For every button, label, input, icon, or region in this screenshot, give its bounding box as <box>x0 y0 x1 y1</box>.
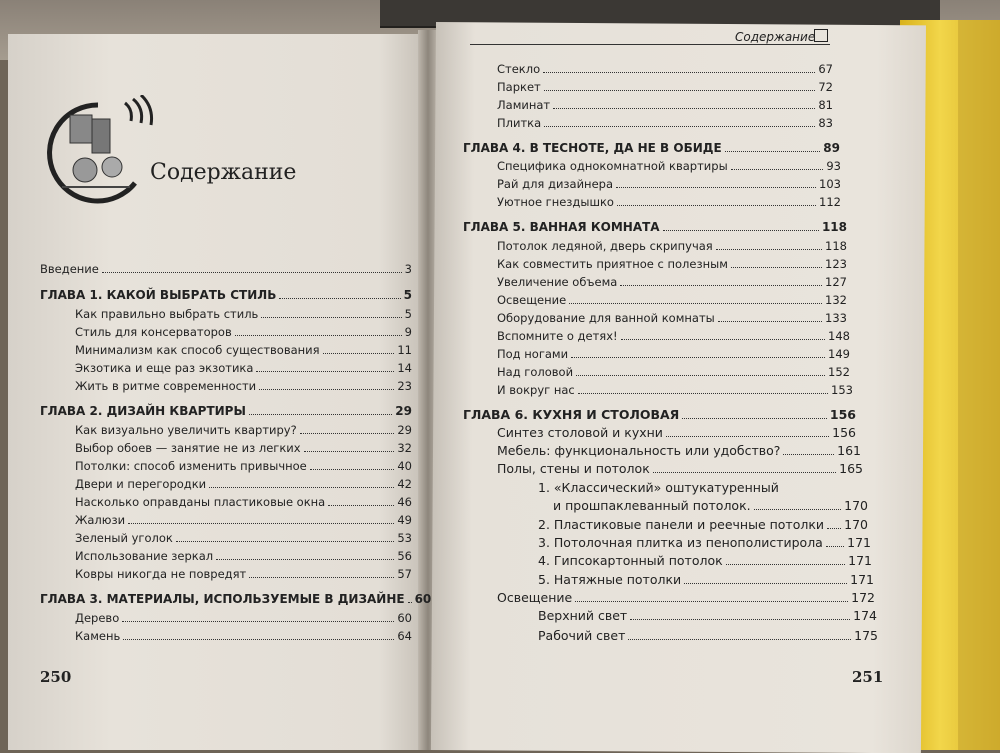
toc-entry-title: Жалюзи <box>75 513 126 527</box>
toc-entry[interactable] <box>538 572 874 587</box>
toc-entry-page: 161 <box>837 443 861 458</box>
page-title: Содержание <box>150 160 297 185</box>
toc-entry-title: Камень <box>75 629 121 643</box>
toc-entry-page: 5 <box>404 307 412 321</box>
leader-dots <box>261 317 401 318</box>
toc-entry-title: Как правильно выбрать стиль <box>75 307 259 321</box>
toc-entry-page: 83 <box>818 116 833 130</box>
toc-entry-page: 29 <box>397 423 412 437</box>
toc-entry-page: 118 <box>821 220 847 234</box>
toc-entry[interactable] <box>538 608 877 623</box>
toc-entry-title: ГЛАВА 4. В ТЕСНОТЕ, ДА НЕ В ОБИДЕ <box>463 141 722 155</box>
toc-entry-page: 174 <box>853 608 877 623</box>
toc-entry-title: ГЛАВА 3. МАТЕРИАЛЫ, ИСПОЛЬЗУЕМЫЕ В ДИЗАЙНЕ <box>40 592 405 606</box>
chapter-logo-icon <box>40 95 160 209</box>
toc-entry[interactable] <box>75 325 412 339</box>
toc-entry-page: 156 <box>829 407 856 422</box>
toc-entry-page: 67 <box>818 62 833 76</box>
leader-dots <box>826 546 844 547</box>
chapter-heading[interactable] <box>40 288 412 302</box>
toc-entry-title: Использование зеркал <box>75 549 214 563</box>
toc-entry-page: 32 <box>397 441 412 455</box>
leader-dots <box>666 436 829 437</box>
toc-entry[interactable] <box>497 239 847 253</box>
leader-dots <box>553 108 815 109</box>
toc-entry-page: 9 <box>404 325 412 339</box>
leader-dots <box>128 523 394 524</box>
leader-dots <box>216 559 394 560</box>
leader-dots <box>249 577 394 578</box>
toc-entry-page: 53 <box>397 531 412 545</box>
toc-entry-page: 171 <box>848 553 872 568</box>
toc-entry[interactable] <box>75 611 412 625</box>
toc-entry-title: Ковры никогда не повредят <box>75 567 247 581</box>
toc-entry-page: 156 <box>832 425 856 440</box>
toc-entry[interactable] <box>75 361 412 375</box>
leader-dots <box>653 472 836 473</box>
chapter-heading[interactable] <box>40 592 432 606</box>
leader-dots <box>684 583 847 584</box>
leader-dots <box>716 249 822 250</box>
toc-entry-page: 175 <box>854 628 878 643</box>
header-rule <box>470 44 830 45</box>
toc-entry-title: Введение <box>40 262 99 276</box>
toc-entry-title: Увеличение объема <box>497 275 618 289</box>
toc-entry[interactable] <box>75 379 412 393</box>
leader-dots <box>279 298 400 299</box>
leader-dots <box>576 375 825 376</box>
toc-entry-title: Как визуально увеличить квартиру? <box>75 423 297 437</box>
toc-entry[interactable] <box>497 275 847 289</box>
toc-entry-page: 118 <box>825 239 847 253</box>
running-header: Содержание <box>735 30 816 44</box>
leader-dots <box>620 285 822 286</box>
toc-entry[interactable] <box>497 347 850 361</box>
toc-entry-page: 5 <box>403 288 412 302</box>
toc-entry-title: Стекло <box>497 62 541 76</box>
toc-entry[interactable] <box>497 329 850 343</box>
leader-dots <box>578 393 828 394</box>
toc-entry[interactable] <box>497 443 861 458</box>
toc-entry-page: 153 <box>831 383 853 397</box>
toc-entry-title: Выбор обоев — занятие не из легких <box>75 441 301 455</box>
toc-entry-line[interactable] <box>538 480 868 495</box>
toc-entry[interactable] <box>497 383 853 397</box>
toc-entry[interactable] <box>538 553 872 568</box>
toc-entry-title: Полы, стены и потолок <box>497 461 650 476</box>
toc-entry[interactable] <box>538 535 871 550</box>
leader-dots <box>725 151 821 152</box>
leader-dots <box>235 335 402 336</box>
toc-entry-title: Под ногами <box>497 347 569 361</box>
toc-entry-title: Экзотика и еще раз экзотика <box>75 361 254 375</box>
toc-entry[interactable] <box>40 262 412 276</box>
leader-dots <box>783 454 834 455</box>
leader-dots <box>102 272 402 273</box>
leader-dots <box>328 505 394 506</box>
leader-dots <box>663 230 819 231</box>
toc-entry-page: 152 <box>828 365 850 379</box>
toc-entry-page: 127 <box>825 275 847 289</box>
chapter-heading[interactable] <box>463 141 840 155</box>
toc-entry-page: 60 <box>397 611 412 625</box>
leader-dots <box>259 389 394 390</box>
leader-dots <box>621 339 825 340</box>
toc-entry-title: Как совместить приятное с полезным <box>497 257 728 271</box>
toc-entry-page: 56 <box>397 549 412 563</box>
toc-entry-page: 11 <box>397 343 412 357</box>
toc-entry-title: Специфика однокомнатной квартиры <box>497 159 728 173</box>
toc-entry[interactable] <box>497 590 875 605</box>
toc-entry-title: Насколько оправданы пластиковые окна <box>75 495 326 509</box>
toc-entry-page: 123 <box>825 257 847 271</box>
leader-dots <box>310 469 395 470</box>
toc-entry[interactable] <box>497 461 863 476</box>
toc-entry-page: 171 <box>850 572 874 587</box>
leader-dots <box>754 509 842 510</box>
toc-entry[interactable] <box>497 311 847 325</box>
toc-entry-title: Над головой <box>497 365 574 379</box>
toc-entry[interactable] <box>497 365 850 379</box>
toc-entry-page: 171 <box>847 535 871 550</box>
toc-entry-page: 165 <box>839 461 863 476</box>
leader-dots <box>575 601 848 602</box>
toc-entry-title: и прошпаклеванный потолок. <box>553 498 751 513</box>
leader-dots <box>630 619 850 620</box>
toc-entry-title: Ламинат <box>497 98 551 112</box>
leader-dots <box>827 528 841 529</box>
page-number-left: 250 <box>40 668 72 686</box>
toc-entry[interactable] <box>497 293 847 307</box>
leader-dots <box>682 418 827 419</box>
chapter-heading[interactable] <box>463 220 847 234</box>
yellow-book-shadow <box>958 20 1000 750</box>
toc-entry-title: ГЛАВА 5. ВАННАЯ КОМНАТА <box>463 220 660 234</box>
chapter-heading[interactable] <box>40 404 412 418</box>
toc-entry-page: 89 <box>823 141 840 155</box>
toc-entry-page: 172 <box>851 590 875 605</box>
leader-dots <box>571 357 825 358</box>
toc-entry[interactable] <box>75 423 412 437</box>
toc-entry-title: ГЛАВА 6. КУХНЯ И СТОЛОВАЯ <box>463 407 680 422</box>
toc-entry-title: 3. Потолочная плитка из пенополистирола <box>538 535 823 550</box>
toc-entry-title: Вспомните о детях! <box>497 329 618 343</box>
toc-entry-title: Жить в ритме современности <box>75 379 257 393</box>
toc-entry[interactable] <box>75 567 412 581</box>
toc-entry[interactable] <box>75 343 412 357</box>
toc-entry-page: 149 <box>828 347 850 361</box>
toc-entry[interactable] <box>75 513 412 527</box>
toc-entry[interactable] <box>538 517 868 532</box>
toc-entry-title: Оборудование для ванной комнаты <box>497 311 715 325</box>
toc-entry-title: Освещение <box>497 590 573 605</box>
toc-entry-page: 29 <box>395 404 412 418</box>
toc-entry-page: 46 <box>397 495 412 509</box>
leader-dots <box>122 621 394 622</box>
toc-entry[interactable] <box>497 62 833 76</box>
leader-dots <box>726 564 845 565</box>
toc-entry-title: 5. Натяжные потолки <box>538 572 682 587</box>
toc-entry-page: 64 <box>397 629 412 643</box>
leader-dots <box>123 639 394 640</box>
toc-entry[interactable] <box>553 498 868 513</box>
toc-entry-title: Рай для дизайнера <box>497 177 613 191</box>
leader-dots <box>569 303 822 304</box>
toc-entry-page: 132 <box>825 293 847 307</box>
toc-entry[interactable] <box>497 177 841 191</box>
toc-entry-title: 2. Пластиковые панели и реечные потолки <box>538 517 825 532</box>
toc-entry[interactable] <box>497 80 833 94</box>
toc-entry[interactable] <box>75 477 412 491</box>
toc-entry-title: Освещение <box>497 293 567 307</box>
toc-entry[interactable] <box>497 425 856 440</box>
toc-entry-title: Дерево <box>75 611 120 625</box>
toc-entry[interactable] <box>75 549 412 563</box>
leader-dots <box>617 205 816 206</box>
page-number-right: 251 <box>852 668 884 686</box>
toc-entry-page: 40 <box>397 459 412 473</box>
leader-dots <box>731 169 824 170</box>
toc-entry-page: 103 <box>819 177 841 191</box>
toc-entry-page: 3 <box>404 262 412 276</box>
toc-entry[interactable] <box>75 307 412 321</box>
toc-entry-title: Рабочий свет <box>538 628 626 643</box>
toc-entry-page: 93 <box>826 159 841 173</box>
toc-entry-title: И вокруг нас <box>497 383 575 397</box>
toc-entry-page: 133 <box>825 311 847 325</box>
toc-entry-title: Мебель: функциональность или удобство? <box>497 443 781 458</box>
toc-entry[interactable] <box>497 195 841 209</box>
toc-entry-title: Синтез столовой и кухни <box>497 425 663 440</box>
toc-entry-title: Зеленый уголок <box>75 531 173 545</box>
leader-dots <box>408 602 412 603</box>
toc-entry-page: 148 <box>828 329 850 343</box>
leader-dots <box>544 90 816 91</box>
toc-entry[interactable] <box>75 629 412 643</box>
chapter-heading[interactable] <box>463 407 856 422</box>
toc-entry-page: 23 <box>397 379 412 393</box>
toc-entry-page: 49 <box>397 513 412 527</box>
leader-dots <box>176 541 395 542</box>
toc-entry-title: Уютное гнездышко <box>497 195 614 209</box>
toc-entry-title: ГЛАВА 2. ДИЗАЙН КВАРТИРЫ <box>40 404 246 418</box>
toc-entry-title: Потолок ледяной, дверь скрипучая <box>497 239 713 253</box>
leader-dots <box>718 321 822 322</box>
leader-dots <box>209 487 394 488</box>
toc-entry[interactable] <box>538 628 878 643</box>
toc-entry-title: Верхний свет <box>538 608 628 623</box>
toc-entry-page: 57 <box>397 567 412 581</box>
toc-entry[interactable] <box>497 116 833 130</box>
toc-entry-title: Плитка <box>497 116 542 130</box>
leader-dots <box>300 433 395 434</box>
leader-dots <box>323 353 395 354</box>
leader-dots <box>544 126 815 127</box>
toc-entry-title: Стиль для консерваторов <box>75 325 232 339</box>
toc-entry-title: Паркет <box>497 80 541 94</box>
toc-entry-title: Двери и перегородки <box>75 477 207 491</box>
toc-entry[interactable] <box>75 495 412 509</box>
leader-dots <box>628 639 851 640</box>
toc-entry-page: 170 <box>844 517 868 532</box>
toc-entry[interactable] <box>497 159 841 173</box>
toc-entry-title: Минимализм как способ существования <box>75 343 320 357</box>
toc-entry[interactable] <box>75 531 412 545</box>
toc-entry-page: 72 <box>818 80 833 94</box>
toc-entry-title: 1. «Классический» оштукатуренный <box>538 480 779 495</box>
leader-dots <box>256 371 394 372</box>
toc-entry-page: 42 <box>397 477 412 491</box>
toc-entry-page: 112 <box>819 195 841 209</box>
toc-entry-page: 81 <box>818 98 833 112</box>
header-book-icon <box>814 29 828 42</box>
toc-entry[interactable] <box>75 459 412 473</box>
leader-dots <box>304 451 395 452</box>
toc-entry[interactable] <box>75 441 412 455</box>
toc-entry-page: 60 <box>414 592 432 606</box>
leader-dots <box>543 72 815 73</box>
leader-dots <box>616 187 816 188</box>
toc-entry-title: Потолки: способ изменить привычное <box>75 459 307 473</box>
toc-entry-title: 4. Гипсокартонный потолок <box>538 553 723 568</box>
leader-dots <box>731 267 822 268</box>
toc-entry[interactable] <box>497 98 833 112</box>
toc-entry-page: 14 <box>397 361 412 375</box>
toc-entry[interactable] <box>497 257 847 271</box>
toc-entry-page: 170 <box>844 498 868 513</box>
leader-dots <box>249 414 392 415</box>
toc-entry-title: ГЛАВА 1. КАКОЙ ВЫБРАТЬ СТИЛЬ <box>40 288 277 302</box>
